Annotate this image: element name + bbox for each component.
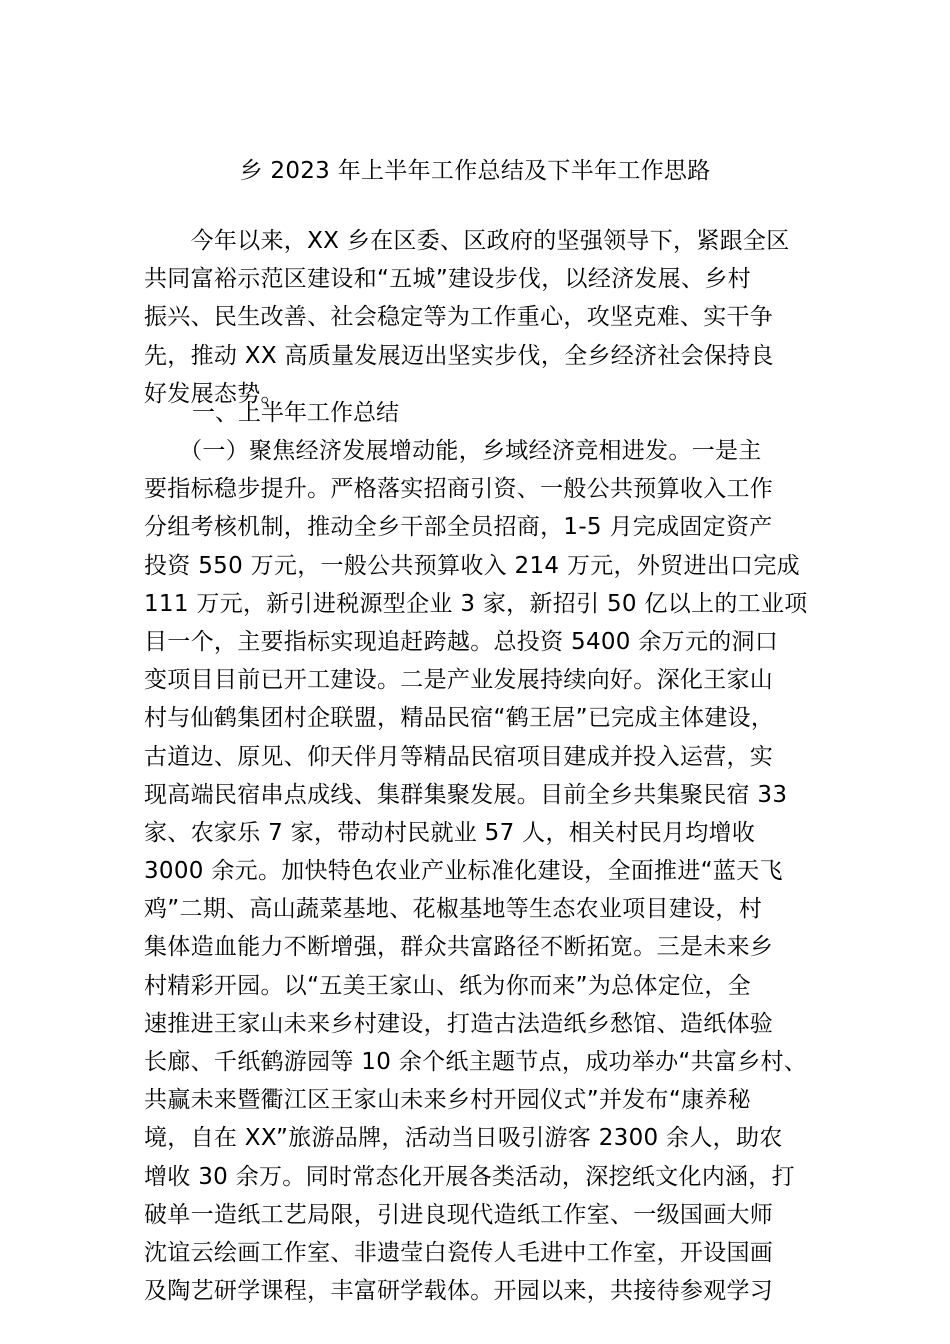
- text-line: 集体造血能力不断增强，群众共富路径不断拓宽。三是未来乡: [144, 934, 774, 961]
- text-line: 好发展态势。: [144, 380, 284, 407]
- text-line: 变项目目前已开工建设。二是产业发展持续向好。深化王家山: [144, 667, 774, 694]
- text-line: 共赢未来暨衢江区王家山未来乡村开园仪式”并发布“康养秘: [144, 1087, 751, 1114]
- section1-paragraph: [144, 432, 809, 1310]
- text-line: 增收 30 余万。同时常态化开展各类活动，深挖纸文化内涵，打: [144, 1163, 795, 1190]
- text-line: 家、农家乐 7 家，带动村民就业 57 人，相关村民月均增收: [144, 819, 756, 846]
- text-line: 投资 550 万元，一般公共预算收入 214 万元，外贸进出口完成: [144, 552, 800, 579]
- text-line: 3000 余元。加快特色农业产业标准化建设，全面推进“蓝天飞: [144, 858, 783, 885]
- text-line: 古道边、原见、仰天伴月等精品民宿项目建成并投入运营，实: [144, 743, 774, 770]
- text-line: 先，推动 XX 高质量发展迈出坚实步伐，全乡经济社会保持良: [144, 342, 774, 369]
- section-heading: 一、上半年工作总结: [192, 400, 399, 426]
- text-line: 村精彩开园。以“五美王家山、纸为你而来”为总体定位，全: [144, 972, 751, 999]
- text-line: 沈谊云绘画工作室、非遗莹白瓷传人毛进中工作室，开设国画: [144, 1239, 774, 1266]
- text-line: （一）聚焦经济发展增动能，乡域经济竞相进发。一是主: [144, 438, 762, 464]
- text-line: 振兴、民生改善、社会稳定等为工作重心，攻坚克难、实干争: [144, 304, 774, 331]
- text-line: 分组考核机制，推动全乡干部全员招商，1-5 月完成固定资产: [144, 514, 773, 541]
- text-line: 长廊、千纸鹤游园等 10 余个纸主题节点，成功举办“共富乡村、: [144, 1049, 808, 1075]
- text-line: 境，自在 XX”旅游品牌，活动当日吸引游客 2300 余人，助农: [144, 1125, 783, 1152]
- text-line: 鸡”二期、高山蔬菜基地、花椒基地等生态农业项目建设，村: [144, 896, 763, 923]
- text-line: 111 万元，新引进税源型企业 3 家，新招引 50 亿以上的工业项: [144, 590, 808, 617]
- text-line: 及陶艺研学课程，丰富研学载体。开园以来，共接待参观学习: [144, 1278, 774, 1305]
- intro-paragraph: [144, 222, 809, 413]
- text-line: 现高端民宿串点成线、集群集聚发展。目前全乡共集聚民宿 33: [144, 781, 788, 808]
- text-line: 今年以来，XX 乡在区委、区政府的坚强领导下，紧跟全区: [144, 228, 790, 254]
- text-line: 村与仙鹤集团村企联盟，精品民宿“鹤王居”已完成主体建设，: [144, 705, 775, 732]
- text-line: 要指标稳步提升。严格落实招商引资、一般公共预算收入工作: [144, 476, 774, 503]
- text-line: 速推进王家山未来乡村建设，打造古法造纸乡愁馆、造纸体验: [144, 1010, 774, 1037]
- text-line: 目一个，主要指标实现追赶跨越。总投资 5400 余万元的洞口: [144, 628, 779, 655]
- document-title: 乡 2023 年上半年工作总结及下半年工作思路: [239, 158, 711, 184]
- text-line: 共同富裕示范区建设和“五城”建设步伐，以经济发展、乡村: [144, 266, 751, 293]
- text-line: 破单一造纸工艺局限，引进良现代造纸工作室、一级国画大师: [144, 1201, 774, 1228]
